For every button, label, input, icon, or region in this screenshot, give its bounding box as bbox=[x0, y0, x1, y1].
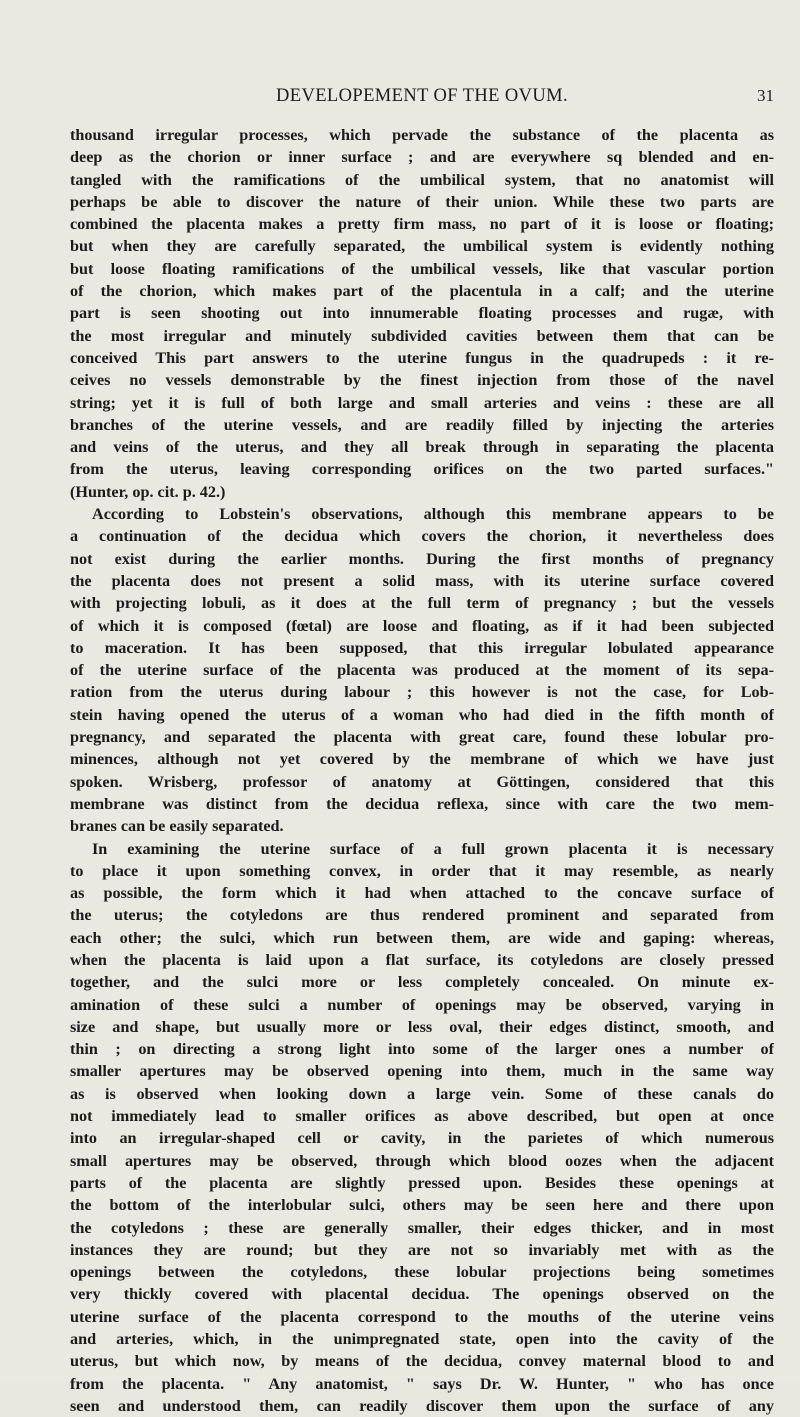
text-line: together, and the sulci more or less completely concealed. On minute ex- bbox=[70, 971, 774, 993]
text-line: smaller apertures may be observed opening into them, much in the same way bbox=[70, 1060, 774, 1082]
paragraph bbox=[70, 503, 774, 837]
text-line: In examining the uterine surface of a full grown placenta it is necessary bbox=[70, 838, 774, 860]
text-line: as is observed when looking down a large vein. Some of these canals do bbox=[70, 1083, 774, 1105]
text-line: and veins of the uterus, and they all break through in separating the placenta bbox=[70, 436, 774, 458]
text-line: of which it is composed (fœtal) are loose and floating, as if it had been subjected bbox=[70, 615, 774, 637]
text-line: ration from the uterus during labour ; this however is not the case, for Lob- bbox=[70, 681, 774, 703]
body-text bbox=[70, 124, 774, 1417]
text-line: conceived This part answers to the uterine fungus in the quadrupeds : it re- bbox=[70, 347, 774, 369]
running-title: DEVELOPEMENT OF THE OVUM. bbox=[70, 86, 774, 107]
text-line: the placenta does not present a solid mass, with its uterine surface covered bbox=[70, 570, 774, 592]
text-line: the cotyledons ; these are generally smaller, their edges thicker, and in most bbox=[70, 1217, 774, 1239]
text-line: very thickly covered with placental decidua. The openings observed on the bbox=[70, 1283, 774, 1305]
text-line: stein having opened the uterus of a woman who had died in the fifth month of bbox=[70, 704, 774, 726]
text-line: small apertures may be observed, through which blood oozes when the adjacent bbox=[70, 1150, 774, 1172]
text-line: According to Lobstein's observations, although this membrane appears to be bbox=[70, 503, 774, 525]
text-line: but when they are carefully separated, the umbilical system is evidently nothing bbox=[70, 235, 774, 257]
text-line: from the uterus, leaving corresponding orifices on the two parted surfaces." bbox=[70, 458, 774, 480]
page-number: 31 bbox=[757, 86, 774, 106]
text-line: the most irregular and minutely subdivided cavities between them that can be bbox=[70, 325, 774, 347]
text-line: string; yet it is full of both large and small arteries and veins : these are all bbox=[70, 392, 774, 414]
text-line: of the uterine surface of the placenta was produced at the moment of its sepa- bbox=[70, 659, 774, 681]
text-line: membrane was distinct from the decidua reflexa, since with care the two mem- bbox=[70, 793, 774, 815]
text-line: minences, although not yet covered by the membrane of which we have just bbox=[70, 748, 774, 770]
text-line: seen and understood them, can readily discover them upon the surface of any bbox=[70, 1395, 774, 1417]
text-line: not exist during the earlier months. During the first months of pregnancy bbox=[70, 548, 774, 570]
page-header bbox=[70, 86, 774, 112]
text-line: the uterus; the cotyledons are thus rendered prominent and separated from bbox=[70, 904, 774, 926]
text-line: not immediately lead to smaller orifices as above described, but open at once bbox=[70, 1105, 774, 1127]
text-line: thin ; on directing a strong light into some of the larger ones a number of bbox=[70, 1038, 774, 1060]
text-line: part is seen shooting out into innumerable floating processes and rugæ, with bbox=[70, 302, 774, 324]
text-line: each other; the sulci, which run between them, are wide and gaping: whereas, bbox=[70, 927, 774, 949]
text-line: (Hunter, op. cit. p. 42.) bbox=[70, 481, 774, 503]
text-line: branches of the uterine vessels, and are readily filled by injecting the arteries bbox=[70, 414, 774, 436]
text-line: with projecting lobuli, as it does at the full term of pregnancy ; but the vessels bbox=[70, 592, 774, 614]
text-line: combined the placenta makes a pretty firm mass, no part of it is loose or floating; bbox=[70, 213, 774, 235]
text-line: to maceration. It has been supposed, that this irregular lobulated appearance bbox=[70, 637, 774, 659]
text-line: thousand irregular processes, which pervade the substance of the placenta as bbox=[70, 124, 774, 146]
text-line: branes can be easily separated. bbox=[70, 815, 774, 837]
text-line: to place it upon something convex, in order that it may resemble, as nearly bbox=[70, 860, 774, 882]
text-line: perhaps be able to discover the nature of their union. While these two parts are bbox=[70, 191, 774, 213]
text-line: and arteries, which, in the unimpregnated state, open into the cavity of the bbox=[70, 1328, 774, 1350]
text-line: spoken. Wrisberg, professor of anatomy at Göttingen, considered that this bbox=[70, 771, 774, 793]
text-line: parts of the placenta are slightly pressed upon. Besides these openings at bbox=[70, 1172, 774, 1194]
paragraph bbox=[70, 838, 774, 1417]
text-line: into an irregular-shaped cell or cavity, in the parietes of which numerous bbox=[70, 1127, 774, 1149]
text-line: of the chorion, which makes part of the placentula in a calf; and the uterine bbox=[70, 280, 774, 302]
text-line: pregnancy, and separated the placenta with great care, found these lobular pro- bbox=[70, 726, 774, 748]
text-line: openings between the cotyledons, these lobular projections being sometimes bbox=[70, 1261, 774, 1283]
text-line: uterus, but which now, by means of the decidua, convey maternal blood to and bbox=[70, 1350, 774, 1372]
text-line: instances they are round; but they are not so invariably met with as the bbox=[70, 1239, 774, 1261]
text-line: size and shape, but usually more or less oval, their edges distinct, smooth, and bbox=[70, 1016, 774, 1038]
text-line: ceives no vessels demonstrable by the finest injection from those of the navel bbox=[70, 369, 774, 391]
text-line: from the placenta. " Any anatomist, " says Dr. W. Hunter, " who has once bbox=[70, 1373, 774, 1395]
text-line: deep as the chorion or inner surface ; and are everywhere sq blended and en- bbox=[70, 146, 774, 168]
text-line: when the placenta is laid upon a flat surface, its cotyledons are closely pressed bbox=[70, 949, 774, 971]
text-line: amination of these sulci a number of openings may be observed, varying in bbox=[70, 994, 774, 1016]
text-line: but loose floating ramifications of the umbilical vessels, like that vascular portion bbox=[70, 258, 774, 280]
text-line: tangled with the ramifications of the umbilical system, that no anatomist will bbox=[70, 169, 774, 191]
paragraph bbox=[70, 124, 774, 503]
text-line: uterine surface of the placenta correspond to the mouths of the uterine veins bbox=[70, 1306, 774, 1328]
text-line: as possible, the form which it had when attached to the concave surface of bbox=[70, 882, 774, 904]
text-line: the bottom of the interlobular sulci, others may be seen here and there upon bbox=[70, 1194, 774, 1216]
text-line: a continuation of the decidua which covers the chorion, it nevertheless does bbox=[70, 525, 774, 547]
